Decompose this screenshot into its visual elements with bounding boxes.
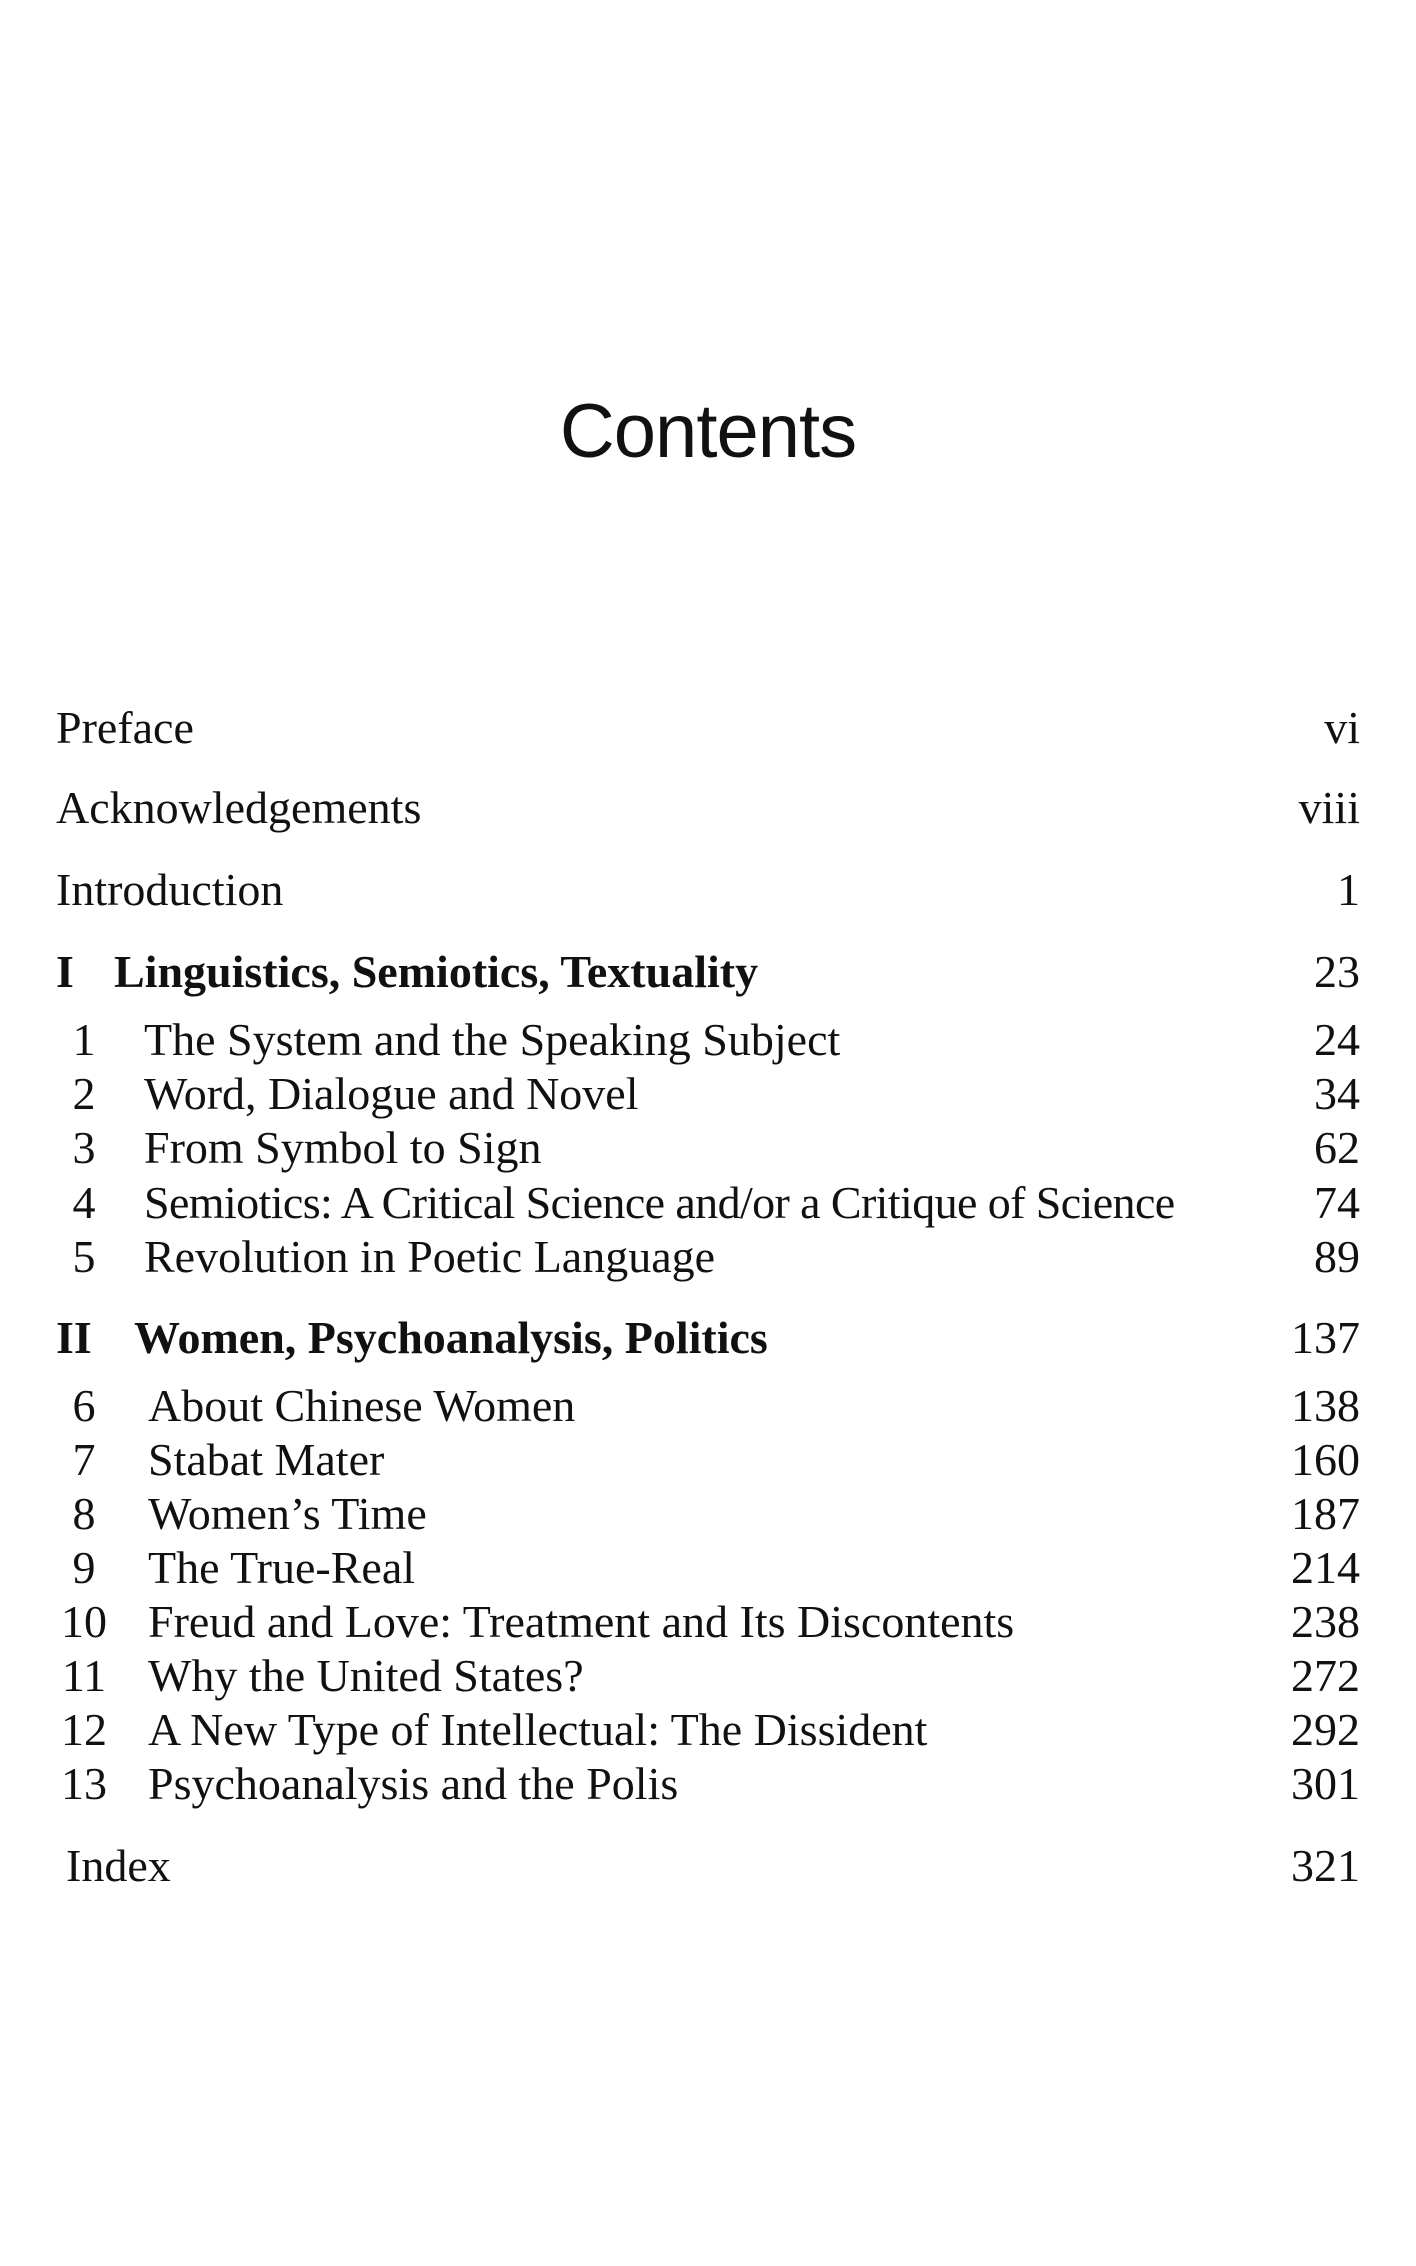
chapter-page: 238	[1291, 1596, 1360, 1647]
part-title: Linguistics, Semiotics, Textuality	[114, 946, 759, 997]
entry-page: viii	[1298, 782, 1360, 833]
toc-chapter-11	[56, 1648, 1360, 1704]
chapter-number: 9	[72, 1542, 96, 1593]
chapter-number: 10	[61, 1596, 107, 1647]
chapter-page: 160	[1291, 1434, 1360, 1485]
part-numeral: II	[56, 1312, 92, 1363]
toc-chapter-5	[56, 1229, 1360, 1285]
entry-page: vi	[1324, 702, 1360, 753]
chapter-number: 12	[61, 1704, 107, 1755]
entry-label: Introduction	[56, 864, 284, 915]
chapter-title: The True-Real	[148, 1542, 416, 1593]
entry-label: Acknowledgements	[56, 782, 422, 833]
toc-entry-acknowledgements	[56, 780, 1360, 836]
chapter-page: 138	[1291, 1380, 1360, 1431]
chapter-title: Revolution in Poetic Language	[144, 1231, 716, 1282]
chapter-page: 292	[1291, 1704, 1360, 1755]
chapter-number: 11	[61, 1650, 107, 1701]
toc-entry-introduction	[56, 862, 1360, 918]
chapter-number: 1	[72, 1014, 96, 1065]
chapter-page: 301	[1291, 1758, 1360, 1809]
chapter-number: 13	[61, 1758, 107, 1809]
toc-chapter-2	[56, 1066, 1360, 1122]
part-page: 23	[1314, 946, 1360, 997]
toc-chapter-4	[56, 1175, 1360, 1231]
chapter-number: 6	[72, 1380, 96, 1431]
toc-entry-preface	[56, 700, 1360, 756]
toc-chapter-1	[56, 1012, 1360, 1068]
chapter-number: 5	[72, 1231, 96, 1282]
chapter-number: 8	[72, 1488, 96, 1539]
chapter-title: A New Type of Intellectual: The Dissident	[148, 1704, 928, 1755]
toc-chapter-9	[56, 1540, 1360, 1596]
chapter-page: 34	[1314, 1068, 1360, 1119]
chapter-number: 7	[72, 1434, 96, 1485]
chapter-title: About Chinese Women	[148, 1380, 576, 1431]
chapter-page: 89	[1314, 1231, 1360, 1282]
toc-chapter-12	[56, 1702, 1360, 1758]
entry-page: 321	[1291, 1840, 1360, 1891]
chapter-title: From Symbol to Sign	[144, 1122, 542, 1173]
part-title: Women, Psychoanalysis, Politics	[134, 1312, 768, 1363]
toc-chapter-6	[56, 1378, 1360, 1434]
page-title: Contents	[559, 389, 857, 474]
part-page: 137	[1291, 1312, 1360, 1363]
chapter-title: The System and the Speaking Subject	[144, 1014, 841, 1065]
chapter-page: 272	[1291, 1650, 1360, 1701]
chapter-title: Psychoanalysis and the Polis	[148, 1758, 679, 1809]
toc-chapter-13	[56, 1756, 1360, 1812]
chapter-page: 187	[1291, 1488, 1360, 1539]
chapter-title: Stabat Mater	[148, 1434, 385, 1485]
chapter-page: 214	[1291, 1542, 1360, 1593]
entry-label: Preface	[56, 702, 194, 753]
chapter-title: Women’s Time	[148, 1488, 427, 1539]
entry-label: Index	[66, 1840, 171, 1891]
toc-entry-index	[56, 1838, 1360, 1894]
chapter-number: 3	[72, 1122, 96, 1173]
chapter-title: Word, Dialogue and Novel	[144, 1068, 639, 1119]
chapter-title: Freud and Love: Treatment and Its Discontents	[148, 1596, 1015, 1647]
toc-chapter-10	[56, 1594, 1360, 1650]
chapter-title: Semiotics: A Critical Science and/or a Critique of Science	[144, 1177, 1175, 1228]
chapter-title: Why the United States?	[148, 1650, 584, 1701]
toc-part-2	[56, 1310, 1360, 1366]
chapter-page: 62	[1314, 1122, 1360, 1173]
toc-chapter-7	[56, 1432, 1360, 1488]
toc-chapter-3	[56, 1120, 1360, 1176]
chapter-number: 2	[72, 1068, 96, 1119]
entry-page: 1	[1337, 864, 1360, 915]
part-numeral: I	[56, 946, 74, 997]
chapter-number: 4	[72, 1177, 96, 1228]
chapter-page: 74	[1314, 1177, 1360, 1228]
toc-chapter-8	[56, 1486, 1360, 1542]
chapter-page: 24	[1314, 1014, 1360, 1065]
toc-part-1	[56, 944, 1360, 1000]
